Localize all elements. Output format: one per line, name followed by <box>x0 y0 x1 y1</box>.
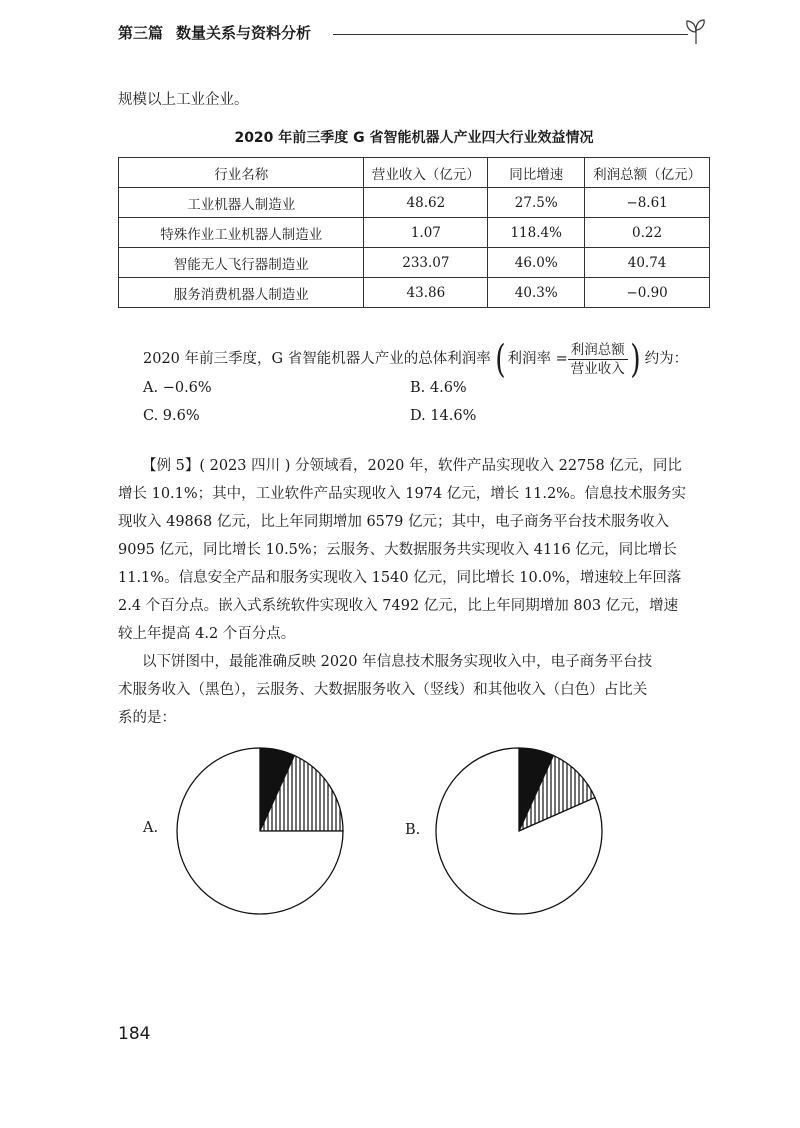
industry-table <box>118 157 710 308</box>
option-b: B. 4.6% <box>410 380 467 396</box>
page-number: 184 <box>118 1024 151 1044</box>
fraction <box>568 341 628 378</box>
section-label: 第三篇 <box>118 24 164 42</box>
table-cell: 服务消费机器人制造业 <box>119 278 364 308</box>
table-cell: 40.3% <box>488 278 585 308</box>
table-cell: 1.07 <box>364 218 488 248</box>
column-header: 营业收入（亿元） <box>364 158 488 188</box>
pie-option-a-label: A. <box>143 820 159 836</box>
example-paragraph <box>118 452 714 648</box>
paragraph-line: 9095 亿元，同比增长 10.5%；云服务、大数据服务共实现收入 4116 亿元，同比增长 <box>118 542 677 558</box>
column-header: 行业名称 <box>119 158 364 188</box>
paragraph-line: 增长 10.1%；其中，工业软件产品实现收入 1974 亿元，增长 11.2%。信息技术服务实 <box>118 486 686 502</box>
pie-chart-a <box>175 746 345 916</box>
intro-line: 规模以上工业企业。 <box>118 92 249 108</box>
option-a: A. −0.6% <box>143 380 212 396</box>
table-cell: −8.61 <box>585 188 710 218</box>
paragraph-line: 现收入 49868 亿元，比上年同期增加 6579 亿元；其中，电子商务平台技术服务收入 <box>118 514 669 530</box>
sprout-icon <box>683 16 709 46</box>
sub-question <box>118 648 714 732</box>
paragraph-line: 11.1%。信息安全产品和服务实现收入 1540 亿元，同比增长 10.0%，增速较上年回落 <box>118 570 682 586</box>
paragraph-line: 2.4 个百分点。嵌入式系统软件实现收入 7492 亿元，比上年同期增加 803 亿元，增速 <box>118 598 679 614</box>
table-cell: 46.0% <box>488 248 585 278</box>
question-tail: 约为： <box>644 351 689 367</box>
running-header <box>118 20 718 44</box>
paragraph-line: 术服务收入（黑色），云服务、大数据服务收入（竖线）和其他收入（白色）占比关 <box>118 682 648 698</box>
paragraph-line: 【例 5】( 2023 四川 ) 分领域看，2020 年，软件产品实现收入 22758 亿元，同比 <box>142 458 682 474</box>
left-paren: ( <box>494 337 506 381</box>
right-paren: ) <box>630 337 641 381</box>
table-row <box>119 188 710 218</box>
paragraph-line: 系的是： <box>118 710 176 726</box>
table-cell: 118.4% <box>488 218 585 248</box>
header-rule <box>333 34 688 35</box>
fraction-denominator: 营业收入 <box>570 360 625 377</box>
column-header: 同比增速 <box>488 158 585 188</box>
table-cell: 工业机器人制造业 <box>119 188 364 218</box>
option-c: C. 9.6% <box>143 408 200 424</box>
column-header: 利润总额（亿元） <box>585 158 710 188</box>
table-cell: 40.74 <box>585 248 710 278</box>
table-row <box>119 278 710 308</box>
table-cell: 48.62 <box>364 188 488 218</box>
pie-chart-b <box>434 746 604 916</box>
table-cell: −0.90 <box>585 278 710 308</box>
table-cell: 233.07 <box>364 248 488 278</box>
question-stem <box>143 337 689 381</box>
formula-left: 利润率 = <box>507 351 568 367</box>
paragraph-line: 以下饼图中，最能准确反映 2020 年信息技术服务实现收入中，电子商务平台技 <box>142 654 653 670</box>
formula <box>493 337 643 381</box>
table-header-row <box>119 158 710 188</box>
question-lead: 2020 年前三季度，G 省智能机器人产业的总体利润率 <box>143 351 491 367</box>
table-title: 2020 年前三季度 G 省智能机器人产业四大行业效益情况 <box>234 130 594 146</box>
table-cell: 0.22 <box>585 218 710 248</box>
fraction-numerator: 利润总额 <box>568 341 628 360</box>
paragraph-line: 较上年提高 4.2 个百分点。 <box>118 626 296 642</box>
table-row <box>119 218 710 248</box>
pie-option-b-label: B. <box>405 822 421 838</box>
chapter-title: 数量关系与资料分析 <box>176 24 312 42</box>
table-cell: 智能无人飞行器制造业 <box>119 248 364 278</box>
table-cell: 27.5% <box>488 188 585 218</box>
option-d: D. 14.6% <box>410 408 477 424</box>
table-cell: 特殊作业工业机器人制造业 <box>119 218 364 248</box>
table-row <box>119 248 710 278</box>
table-cell: 43.86 <box>364 278 488 308</box>
